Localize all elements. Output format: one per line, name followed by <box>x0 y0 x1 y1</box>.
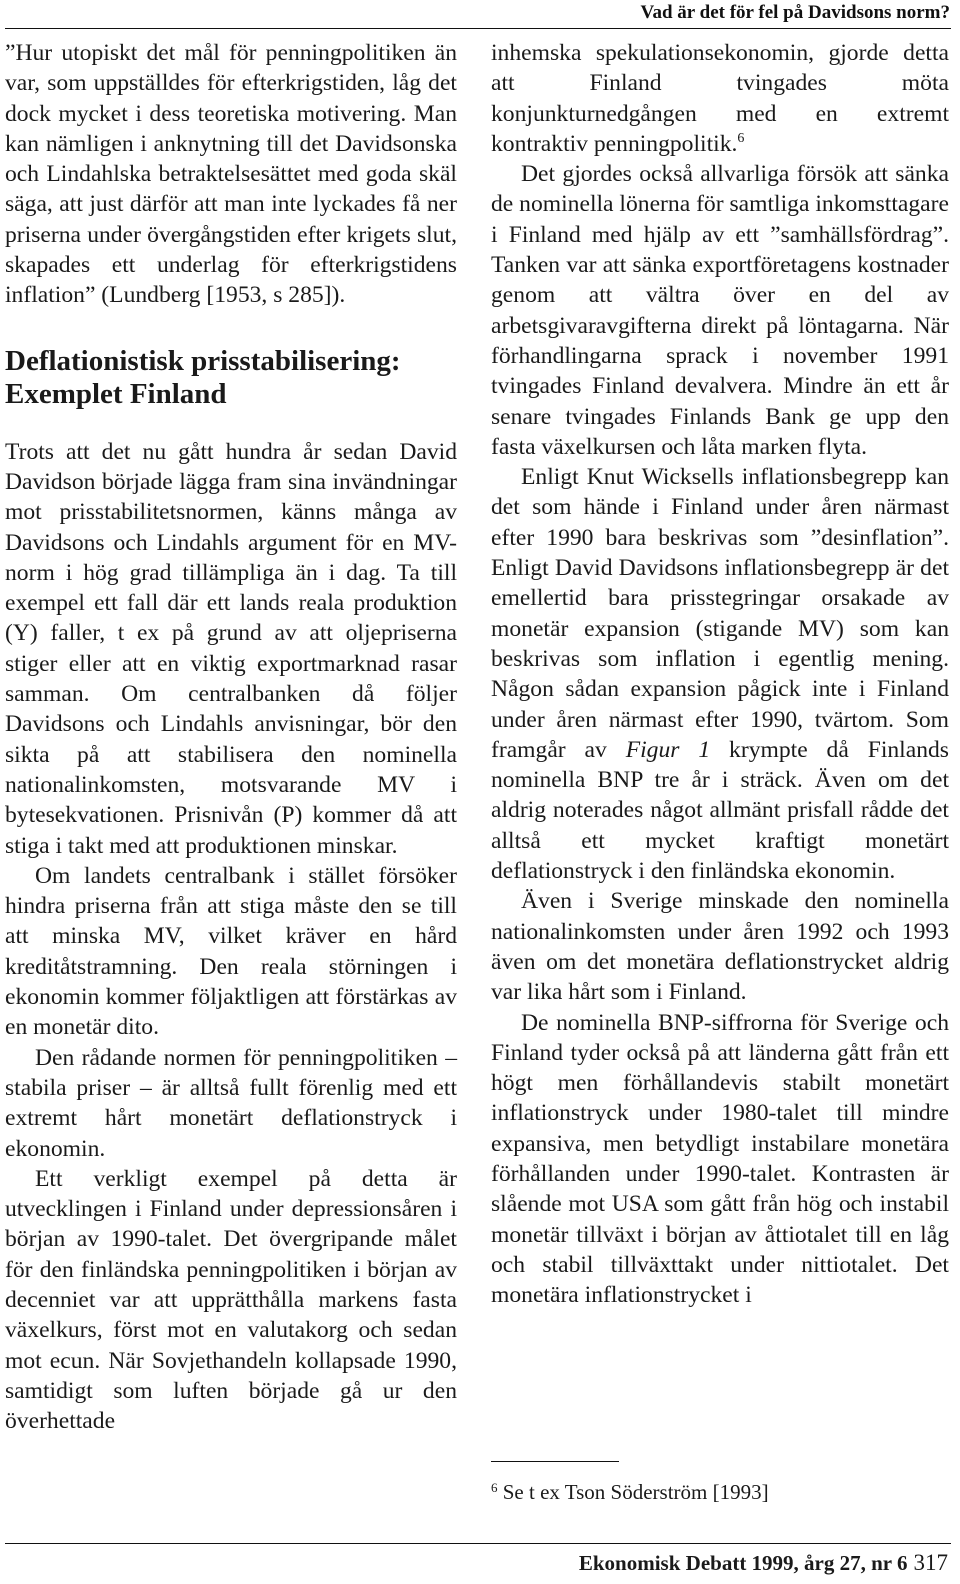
left-column <box>5 38 457 1436</box>
paragraph-text: krympte då Finlands nominella BNP tre år i sträck. Även om det aldrig noterades något allmänt prisfall rådde det alltså ett mycket kraftigt monetärt deflationstryck i den finländska ekonomin. <box>491 736 949 885</box>
paragraph: De nominella BNP-siffrorna för Sverige och Finland tyder också på att länderna gått från ett högt men förhållandevis stabilt monetärt inflationstryck under 1980-talet till mindre expansiva, men betydligt instabilare monetära förhållanden under 1990-talet. Kontrasten är slående mot USA som gått från hög och instabil monetär tillväxt i början av åttiotalet till en låg och stabil tillväxttakt under nittiotalet. Det monetära inflationstrycket i <box>491 1009 949 1309</box>
footer <box>579 1548 948 1578</box>
page-number: 317 <box>913 1550 948 1575</box>
paragraph: Även i Sverige minskade den nominella nationalinkomsten under åren 1992 och 1993 även om det monetära deflationstrycket aldrig var lika hårt som i Finland. <box>491 888 949 1006</box>
paragraph-text: Enligt Knut Wicksells inflationsbegrepp kan det som hände i Finland under åren närmast efter 1990 bara beskrivas som ”desinflation”. Enligt David Davidsons inflationsbegrepp är det emellertid bara prisstegringar orsakade av monetär expansion (stigande MV) som kan beskrivas som inflation i egentlig mening. Någon sådan expansion pågick inte i Finland under åren närmast efter 1990, tvärtom. Som framgår av <box>491 464 949 763</box>
paragraph <box>491 462 949 886</box>
paragraph: Om landets centralbank i stället försöker hindra priserna från att stiga måste den se till att minska MV, vilket kräver en hård kreditåtstramning. Den reala störningen i ekonomin kommer följaktligen att förstärkas av en monetär dito. <box>5 862 457 1041</box>
figure-reference: Figur 1 <box>625 736 711 763</box>
footer-rule <box>5 1543 951 1544</box>
section-heading: Deflationistisk prisstabilisering: Exemplet Finland <box>5 344 401 410</box>
footnote-text: Se t ex Tson Söderström [1993] <box>502 1480 769 1504</box>
footnote-rule <box>491 1461 619 1462</box>
paragraph: Ett verkligt exempel på detta är utvecklingen i Finland under depressionsåren i början av 1990-talet. Det övergripande målet för den finländska penningpolitiken i början av decenniet var att upprätthålla markens fasta växelkurs, först mot en valutakorg och sedan mot ecun. När Sovjethandeln kollapsade 1990, samtidigt som luften började gå ur den överhettade <box>5 1165 457 1435</box>
running-head: Vad är det för fel på Davidsons norm? <box>640 2 950 23</box>
footnote-reference: 6 <box>737 130 745 146</box>
paragraph <box>491 38 949 159</box>
footnote-number: 6 <box>491 1480 498 1495</box>
footnote <box>491 1479 769 1505</box>
paragraph: Den rådande normen för penningpolitiken – stabila priser – är alltså fullt förenlig med ett extremt hårt monetärt deflationstryck i ekonomin. <box>5 1044 457 1162</box>
paragraph: Trots att det nu gått hundra år sedan David Davidson började lägga fram sina invändningar mot prisstabilitetsnormen, känns många av Davidsons och Lindahls argument för en MV-norm i hög grad tillämpliga än i dag. Ta till exempel ett fall där ett lands reala produktion (Y) faller, t ex på grund av att oljepriserna stiger eller att en viktig exportmarknad rasar samman. Om centralbanken då följer Davidsons och Lindahls anvisningar, bör den sikta på att stabilisera den nominella nationalinkomsten, motsvarande MV i bytesekvationen. Prisnivån (P) kommer då att stiga i takt med att produktionen minskar. <box>5 438 457 859</box>
right-column <box>491 38 949 1310</box>
journal-name: Ekonomisk Debatt 1999, årg 27, nr 6 <box>578 1551 908 1575</box>
header-rule <box>5 28 951 29</box>
paragraph: Det gjordes också allvarliga försök att sänka de nominella lönerna för samtliga inkomsttagare i Finland med hjälp av ett ”samhällsfördrag”. Tanken var att sänka exportföretagens kostnader genom att vältra över en del av arbetsgivaravgifterna direkt på löntagarna. När förhandlingarna sprack i november 1991 tvingades Finland devalvera. Mindre än ett år senare tvingades Finlands Bank ge upp den fasta växelkursen och låta marken flyta. <box>491 161 949 460</box>
paragraph-text: inhemska spekulationsekonomin, gjorde detta att Finland tvingades möta konjunkturnedgången med en extremt kontraktiv penningpolitik. <box>491 40 949 157</box>
lundberg-quote: ”Hur utopiskt det mål för penningpolitiken än var, som uppställdes för efterkrigstiden, låg det dock mycket i dess teoretiska motivering. Man kan nämligen i anknytning till det Davidsonska och Lindahlska betraktelsesättet med goda skäl säga, att just därför att man inte lyckades få ner priserna under övergångstiden efter krigets slut, skapades ett underlag för efterkrigstidens inflation” (Lundberg [1953, s 285]). <box>5 40 457 309</box>
